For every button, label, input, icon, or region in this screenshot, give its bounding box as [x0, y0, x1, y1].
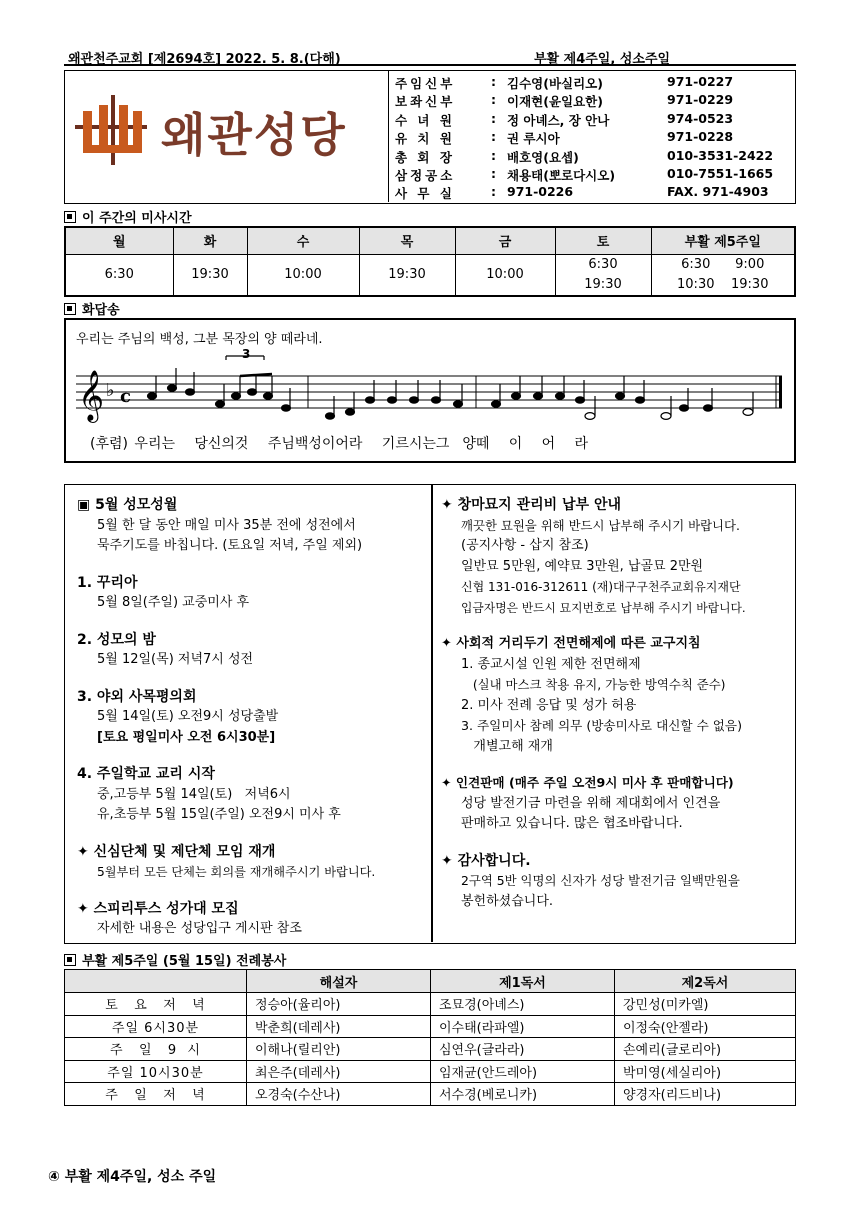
table-row: 주일 6시30분 박춘희(데레사) 이수태(라파엘) 이정숙(안젤라)	[65, 1015, 796, 1038]
treble-clef-icon: 𝄞	[78, 370, 105, 421]
issue-info: 왜관천주교회 [제2694호] 2022. 5. 8.(다해)	[68, 52, 341, 67]
day-header: 월	[65, 227, 173, 254]
mass-time: 10:00	[247, 254, 359, 296]
notice-title: ✦ 스피리투스 성가대 모집	[77, 900, 239, 917]
staff-row: 유 치 원 : 권 루시아 971-0228	[395, 129, 734, 147]
psalm-section-title: 화답송	[64, 299, 120, 318]
page-footer: ④ 부활 제4주일, 성소 주일	[48, 1169, 217, 1185]
notice-title: 4. 주일학교 교리 시작	[77, 766, 215, 782]
mass-schedule-table	[64, 226, 796, 297]
day-header: 화	[173, 227, 247, 254]
parish-header	[64, 70, 796, 204]
square-bullet-icon	[64, 954, 76, 966]
psalm-lyrics: (후렴) 우리는 당신의것 주님백성이어라 기르시는그 양떼 이 어 라	[90, 436, 589, 452]
logo-area	[65, 71, 389, 202]
table-row: 토 요 저 녁 정승아(율리아) 조묘경(아녜스) 강민성(미카엘)	[65, 993, 796, 1016]
staff-row: 총 회 장 : 배호영(요셉) 010-3531-2422	[395, 147, 774, 165]
notice-title: ✦ 신심단체 및 제단체 모임 재개	[77, 843, 276, 860]
square-bullet-icon	[64, 211, 76, 223]
svg-text:c: c	[120, 386, 131, 407]
staff-row: 수 녀 원 : 정 아녜스, 장 안나 974-0523	[395, 110, 734, 128]
mass-time: 6:30 19:30	[555, 254, 651, 296]
day-header: 부활 제5주일	[651, 227, 795, 254]
day-header: 목	[359, 227, 455, 254]
mass-time: 10:00	[455, 254, 555, 296]
notice-title: ✦ 감사합니다.	[441, 852, 531, 869]
table-row: 주 일 저 녁 오경숙(수산나) 서수경(베로니카) 양경자(리드비나)	[65, 1083, 796, 1106]
mass-time: 19:30	[359, 254, 455, 296]
notices-left-column: ▣ 5월 성모성월 5월 한 달 동안 매일 미사 35분 전에 성전에서 묵주기도를 바칩니다. (토요일 저녁, 주일 제외) 1. 꾸리아 5월 8일(주일) 교중미사 후 2. 성모의 밤 5월 12일(목) 저녁7시 성전 3. 야외 사목평의회 5월 14일(토) 오전9시 성당출발 [토요 평일미사 오전 6시30분] 4. 주일학교 교리 시작 중,고등부 5월 14일(토) 저녁6시 유,초등부 5월 15일(주일) 오전9시 미사 후 ✦ 신심단체 및 제단체 모임 재개 5월부터 모든 단체는 회의를 재개해주시기 바랍니다. ✦ 스피리투스 성가대 모집 자세한 내용은 성당입구 게시판 참조	[77, 495, 427, 940]
notice-title: 2. 성모의 밤	[77, 631, 156, 648]
music-staff	[76, 346, 786, 432]
staff-list	[395, 73, 791, 202]
cross-logo-icon	[75, 95, 155, 165]
duty-header: 제2독서	[615, 970, 796, 993]
psalm-box	[64, 318, 796, 463]
triplet-mark: 3	[242, 347, 251, 361]
mass-section-title: 이 주간의 미사시간	[64, 207, 192, 226]
liturgical-day: 부활 제4주일, 성소주일	[534, 52, 671, 67]
duty-table	[64, 969, 796, 1106]
duty-section-title: 부활 제5주일 (5월 15일) 전례봉사	[64, 950, 286, 969]
notices-right-column: ✦ 창마묘지 관리비 납부 안내 깨끗한 묘원을 위해 반드시 납부해 주시기 바랍니다. (공지사항 - 삽지 참조) 일반묘 5만원, 예약묘 3만원, 납골묘 2만원 신협 131-016-312611 (재)대구구천주교회유지재단 입금자명은 반드시 묘지번호로 납부해 주시기 바랍니다. ✦ 사회적 거리두기 전면해제에 따른 교구지침 1. 종교시설 인원 제한 전면해제 (실내 마스크 착용 유지, 가능한 방역수칙 준수) 2. 미사 전례 응답 및 성가 허용 3. 주일미사 참례 의무 (방송미사로 대신할 수 없음) 개별고해 재개 ✦ 인견판매 (매주 주일 오전9시 미사 후 판매합니다) 성당 발전기금 마련을 위해 제대회에서 인견을 판매하고 있습니다. 많은 협조바랍니다. ✦ 감사합니다. 2구역 5반 익명의 신자가 성당 발전기금 일백만원을 봉헌하셨습니다.	[441, 495, 793, 912]
table-row: 주일 10시30분 최은주(데레사) 임재균(안드레아) 박미영(세실리아)	[65, 1060, 796, 1083]
duty-header: 해설자	[247, 970, 431, 993]
notice-title: ✦ 사회적 거리두기 전면해제에 따른 교구지침	[441, 636, 701, 651]
staff-row: 주임신부 : 김수영(바실리오) 971-0227	[395, 74, 734, 91]
bulletin-topline	[64, 48, 796, 66]
duty-header: 제1독서	[431, 970, 615, 993]
day-header: 토	[555, 227, 651, 254]
psalm-refrain-text: 우리는 주님의 백성, 그분 목장의 양 떼라네.	[76, 332, 323, 347]
notice-title: ✦ 창마묘지 관리비 납부 안내	[441, 497, 621, 513]
day-header: 금	[455, 227, 555, 254]
parish-name: 왜관성당	[161, 108, 347, 162]
notice-title: ✦ 인견판매 (매주 주일 오전9시 미사 후 판매합니다)	[441, 775, 734, 790]
table-row: 주 일 9 시 이해나(릴리안) 심연우(글라라) 손예리(글로리아)	[65, 1038, 796, 1061]
mass-time: 6:30	[65, 254, 173, 296]
staff-row: 사 무 실 : 971-0226 FAX. 971-4903	[395, 184, 769, 202]
day-header: 수	[247, 227, 359, 254]
notices-box	[64, 484, 796, 944]
notice-title: ▣ 5월 성모성월	[77, 497, 178, 513]
notice-title: 3. 야외 사목평의회	[77, 688, 197, 705]
mass-time: 19:30	[173, 254, 247, 296]
notice-title: 1. 꾸리아	[77, 574, 138, 591]
staff-row: 삼정공소 : 채용태(뽀로다시오) 010-7551-1665	[395, 165, 774, 183]
square-bullet-icon	[64, 303, 76, 315]
staff-row: 보좌신부 : 이재현(윤일요한) 971-0229	[395, 92, 734, 110]
mass-time: 6:30 9:00 10:30 19:30	[651, 254, 795, 296]
svg-text:♭: ♭	[106, 380, 115, 401]
